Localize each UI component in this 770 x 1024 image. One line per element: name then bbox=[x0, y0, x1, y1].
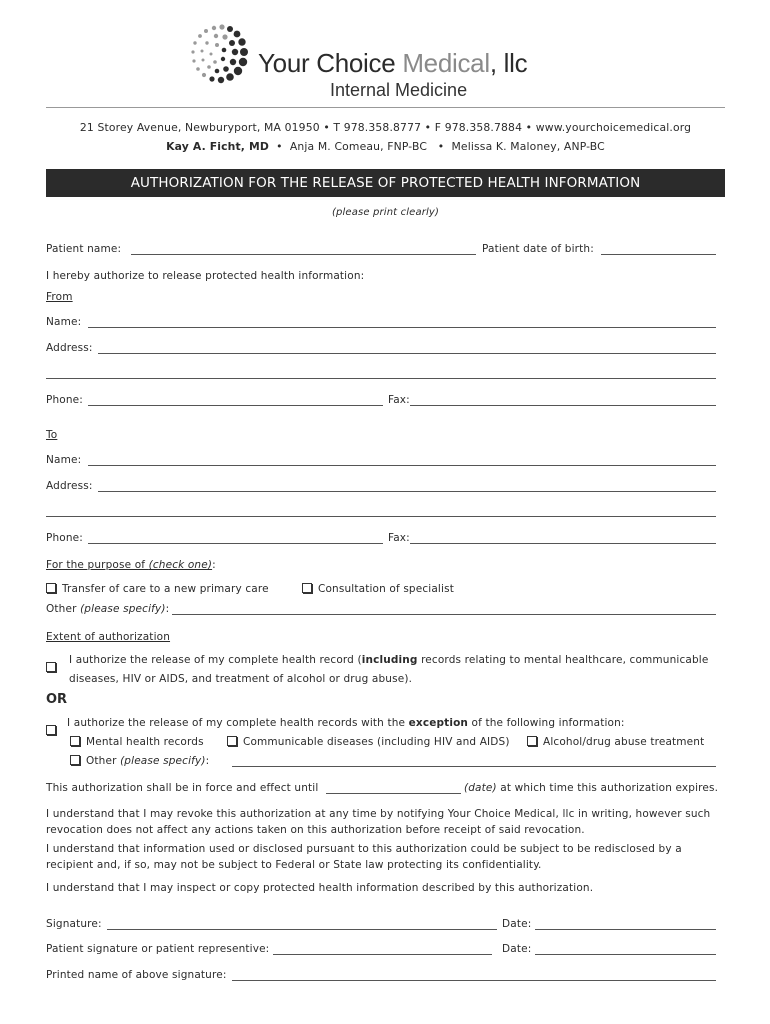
from-address-field[interactable] bbox=[98, 353, 716, 354]
representative-date-label: Date: bbox=[502, 943, 532, 955]
header-divider bbox=[46, 107, 725, 108]
checkbox-icon[interactable] bbox=[70, 755, 80, 765]
complete-record-checkbox[interactable] bbox=[46, 656, 62, 675]
print-note: (please print clearly) bbox=[331, 207, 440, 218]
brand-subtitle: Internal Medicine bbox=[330, 80, 468, 100]
patient-name-field[interactable] bbox=[131, 254, 476, 255]
to-name-field[interactable] bbox=[88, 465, 716, 466]
to-phone-field[interactable] bbox=[88, 543, 383, 544]
representative-date-field[interactable] bbox=[535, 954, 716, 955]
to-address-field[interactable] bbox=[98, 491, 716, 492]
patient-dob-field[interactable] bbox=[601, 254, 716, 255]
checkbox-icon[interactable] bbox=[527, 736, 537, 746]
exception-other-field[interactable] bbox=[232, 766, 716, 767]
from-name-label: Name: bbox=[46, 316, 82, 328]
checkbox-icon[interactable] bbox=[302, 583, 312, 593]
redisclose-text-2: recipient and, if so, may not be subject to Federal or State law protecting its confidentiality. bbox=[46, 859, 542, 871]
effect-text-end: (date) at which time this authorization expires. bbox=[464, 782, 719, 794]
from-address-field-2[interactable] bbox=[46, 378, 716, 379]
contact-line: 21 Storey Avenue, Newburyport, MA 01950 • T 978.358.8777 • F 978.358.7884 • www.yourchoicemedical.org bbox=[79, 121, 692, 134]
exception-text: I authorize the release of my complete health records with the exception of the following information: bbox=[67, 717, 625, 729]
revoke-text-1: I understand that I may revoke this authorization at any time by notifying Your Choice Medical, llc in writing, however such bbox=[46, 808, 711, 820]
patient-dob-label: Patient date of birth: bbox=[482, 243, 594, 255]
effect-text-start: This authorization shall be in force and effect until bbox=[46, 782, 319, 794]
purpose-other-field[interactable] bbox=[172, 614, 716, 615]
providers-line: Kay A. Ficht, MD • Anja M. Comeau, FNP-BC • Melissa K. Maloney, ANP-BC bbox=[166, 140, 605, 153]
exception-option-mental[interactable]: Mental health records bbox=[70, 736, 204, 748]
from-address-label: Address: bbox=[46, 342, 93, 354]
exception-option-communicable[interactable]: Communicable diseases (including HIV and AIDS) bbox=[227, 736, 510, 748]
inspect-text: I understand that I may inspect or copy protected health information described by this authorization. bbox=[46, 882, 594, 894]
from-fax-field[interactable] bbox=[410, 405, 716, 406]
signature-date-field[interactable] bbox=[535, 929, 716, 930]
complete-record-text: I authorize the release of my complete health record (including records relating to mental healthcare, communicable bbox=[69, 654, 709, 666]
from-heading: From bbox=[46, 291, 73, 303]
signature-label: Signature: bbox=[46, 918, 102, 930]
checkbox-icon[interactable] bbox=[227, 736, 237, 746]
purpose-other-label: Other (please specify): bbox=[46, 603, 170, 615]
exception-option-other[interactable]: Other (please specify): bbox=[70, 755, 209, 767]
redisclose-text-1: I understand that information used or disclosed pursuant to this authorization could be subject to be redisclosed by a bbox=[46, 843, 682, 855]
extent-heading: Extent of authorization bbox=[46, 631, 171, 643]
from-fax-label: Fax: bbox=[388, 394, 410, 406]
to-address-label: Address: bbox=[46, 480, 93, 492]
to-phone-label: Phone: bbox=[46, 532, 83, 544]
from-phone-field[interactable] bbox=[88, 405, 383, 406]
signature-field[interactable] bbox=[107, 929, 497, 930]
signature-date-label: Date: bbox=[502, 918, 532, 930]
checkbox-icon[interactable] bbox=[46, 725, 56, 735]
checkbox-icon[interactable] bbox=[46, 662, 56, 672]
to-heading: To bbox=[46, 429, 58, 441]
exception-checkbox[interactable] bbox=[46, 719, 62, 738]
to-address-field-2[interactable] bbox=[46, 516, 716, 517]
representative-label: Patient signature or patient representive: bbox=[46, 943, 270, 955]
from-phone-label: Phone: bbox=[46, 394, 83, 406]
checkbox-icon[interactable] bbox=[70, 736, 80, 746]
printed-name-label: Printed name of above signature: bbox=[46, 969, 227, 981]
expiration-date-field[interactable] bbox=[326, 793, 461, 794]
patient-name-label: Patient name: bbox=[46, 243, 122, 255]
complete-record-text-2: diseases, HIV or AIDS, and treatment of alcohol or drug abuse). bbox=[69, 673, 413, 685]
representative-field[interactable] bbox=[273, 954, 492, 955]
purpose-heading: For the purpose of (check one): bbox=[46, 559, 216, 571]
printed-name-field[interactable] bbox=[232, 980, 716, 981]
revoke-text-2: revocation does not affect any actions taken on this authorization before receipt of said revocation. bbox=[46, 824, 585, 836]
form-title: AUTHORIZATION FOR THE RELEASE OF PROTECTED HEALTH INFORMATION bbox=[130, 175, 641, 191]
purpose-option-consultation[interactable]: Consultation of specialist bbox=[302, 583, 454, 595]
from-name-field[interactable] bbox=[88, 327, 716, 328]
to-fax-field[interactable] bbox=[410, 543, 716, 544]
to-name-label: Name: bbox=[46, 454, 82, 466]
logo-dots-icon bbox=[186, 22, 252, 88]
brand-name: Your Choice Medical, llc bbox=[258, 48, 528, 78]
purpose-option-transfer[interactable]: Transfer of care to a new primary care bbox=[46, 583, 269, 595]
or-label: OR bbox=[46, 692, 68, 707]
to-fax-label: Fax: bbox=[388, 532, 410, 544]
authorize-intro: I hereby authorize to release protected health information: bbox=[46, 270, 365, 282]
checkbox-icon[interactable] bbox=[46, 583, 56, 593]
exception-option-alcohol[interactable]: Alcohol/drug abuse treatment bbox=[527, 736, 704, 748]
